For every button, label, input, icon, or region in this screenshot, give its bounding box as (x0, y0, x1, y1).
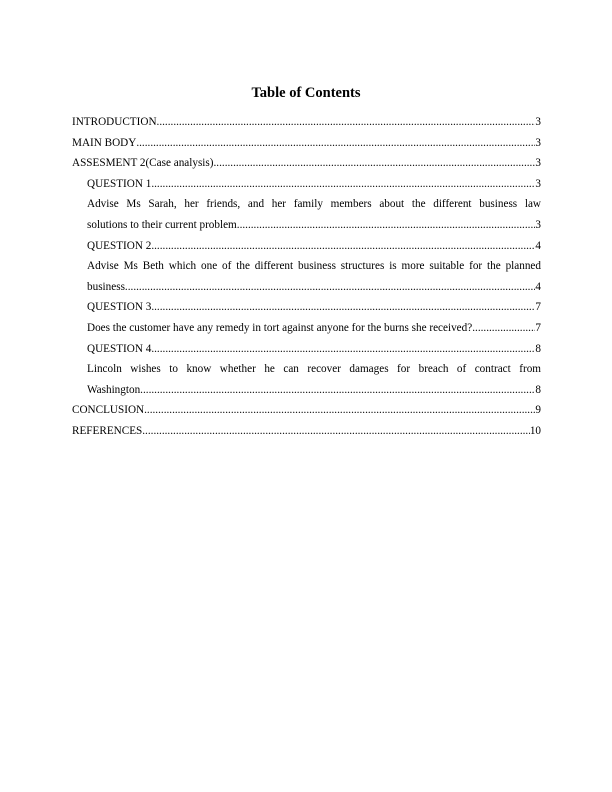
dot-leader (214, 153, 536, 174)
dot-leader (151, 339, 535, 360)
toc-entry-label: INTRODUCTION (72, 116, 157, 128)
dot-leader (128, 277, 536, 298)
toc-entry-label: QUESTION 3 (87, 301, 152, 314)
toc-page-number: 10 (529, 424, 541, 437)
toc-entry-line: Advise Ms Sarah, her friends, and her family members about the different business law (87, 198, 541, 211)
toc-title: Table of Contents (251, 85, 361, 101)
toc-entry-line: business. (87, 280, 128, 293)
toc-entry-assesment-2[interactable] (72, 153, 541, 174)
toc-entry-advise-ms-sarah[interactable] (72, 194, 541, 235)
toc-entry-label: CONCLUSION (72, 404, 145, 417)
toc-page-number: 3 (535, 136, 541, 149)
toc-page-number: 4 (535, 280, 541, 293)
toc-entry-advise-ms-beth[interactable] (72, 256, 541, 297)
toc-entry-label: ASSESMENT 2(Case analysis) (72, 157, 214, 170)
toc-entry-line: solutions to their current problem. (87, 218, 240, 231)
dot-leader (151, 297, 535, 318)
toc-entry-label: Does the customer have any remedy in tort against anyone for the burns she received? (87, 321, 473, 334)
toc-page-number: 7 (535, 301, 541, 314)
dot-leader (240, 215, 536, 236)
toc-entry-label: QUESTION 1 (87, 177, 152, 190)
dot-leader (151, 174, 535, 195)
toc-entry-lincoln-damages[interactable] (72, 359, 541, 400)
toc-entry-introduction[interactable] (72, 112, 541, 133)
toc-entry-line: Advise Ms Beth which one of the different business structures is more suitable for the planned (87, 260, 541, 273)
toc-entry-question-3[interactable] (72, 297, 541, 318)
dot-leader (136, 133, 535, 154)
dot-leader (151, 236, 535, 257)
toc-entry-main-body[interactable] (72, 133, 541, 154)
toc-entry-label: MAIN BODY (72, 136, 137, 149)
toc-page-number: 9 (535, 404, 541, 417)
toc-page-number: 8 (535, 383, 541, 396)
dot-leader (472, 318, 535, 339)
toc-page-number: 7 (535, 321, 541, 334)
dot-leader (144, 400, 535, 421)
toc-entry-label: QUESTION 4 (87, 342, 152, 355)
toc-entry-question-4[interactable] (72, 339, 541, 360)
toc-entry-label: QUESTION 2 (87, 239, 152, 252)
toc-entry-question-2[interactable] (72, 236, 541, 257)
dot-leader (157, 112, 536, 133)
toc-entry-line: Washington (87, 383, 141, 396)
toc-page-number: 8 (535, 342, 541, 355)
toc-entry-references[interactable] (72, 421, 541, 442)
toc-page-number: 3 (535, 157, 541, 170)
toc-entry-conclusion[interactable] (72, 400, 541, 421)
toc-page-number: 3 (535, 177, 541, 190)
toc-page-number: 3 (535, 116, 541, 128)
toc-entry-question-1[interactable] (72, 174, 541, 195)
toc-entry-line: Lincoln wishes to know whether he can recover damages for breach of contract from (87, 363, 541, 376)
toc-entry-label: REFERENCES (72, 424, 143, 437)
toc-page-number: 4 (535, 239, 541, 252)
table-of-contents (72, 112, 541, 442)
dot-leader (140, 380, 535, 401)
dot-leader (142, 421, 530, 442)
toc-entry-remedy-in-tort[interactable] (72, 318, 541, 339)
toc-page-number: 3 (535, 218, 541, 231)
